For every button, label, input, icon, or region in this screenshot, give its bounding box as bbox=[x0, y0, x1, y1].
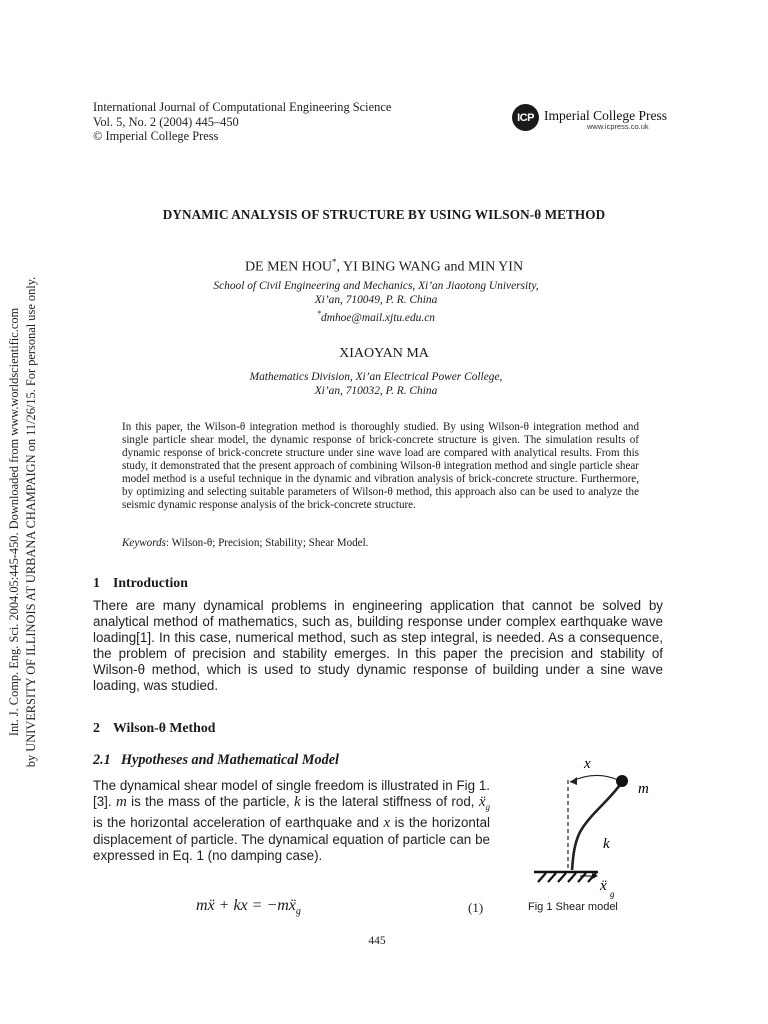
publisher-logo bbox=[512, 104, 682, 136]
affiliation-2 bbox=[0, 370, 752, 398]
figure-label-x: x bbox=[584, 756, 591, 772]
author-line-2: XIAOYAN MA bbox=[339, 346, 429, 361]
author-email: dmhoe@mail.xjtu.edu.cn bbox=[321, 311, 435, 324]
affiliation-1 bbox=[0, 279, 752, 325]
email-marker: * bbox=[317, 309, 322, 318]
figure-label-xg-sub: g bbox=[610, 889, 615, 899]
affiliation-2-name: Mathematics Division, Xi’an Electrical Power College, bbox=[249, 371, 503, 383]
equation-1 bbox=[196, 897, 301, 917]
section-heading-wilson bbox=[93, 720, 215, 736]
abstract: In this paper, the Wilson-θ integration method is thoroughly studied. By using Wilson-θ integration method and single particle shear model, the dynamic response of brick-concrete structure is given. The simulation results of dynamic response of brick-concrete structure under sine wave load are compared with analytical results. From this study, it demonstrated that the present approach of combining Wilson-θ integration method and single particle shear model method is a useful technique in the dynamic and vibration analysis of brick-concrete structure. Furthermore, by optimizing and selecting suitable parameters of Wilson-θ method, this approach also can be used to analyze the seismic dynamic response analysis of the brick-concrete structure. bbox=[122, 421, 639, 512]
figure-label-xg: ẍ bbox=[600, 878, 607, 894]
keywords-label: Keywords bbox=[122, 537, 166, 549]
section-title: Introduction bbox=[113, 575, 188, 590]
keywords bbox=[122, 537, 368, 549]
publisher-name: Imperial College Press bbox=[544, 108, 667, 123]
journal-name: International Journal of Computational Engineering Science bbox=[93, 100, 392, 114]
icp-logo-icon: ICP bbox=[512, 104, 539, 131]
author-names-b: , YI BING WANG and MIN YIN bbox=[336, 259, 524, 275]
subsection-number: 2.1 bbox=[93, 752, 111, 768]
author-line-1 bbox=[0, 257, 768, 276]
journal-header bbox=[93, 100, 391, 144]
affiliation-1-email-line bbox=[0, 307, 752, 325]
model-text-4: is the horizontal acceleration of earthquake and bbox=[93, 815, 384, 831]
section-number: 1 bbox=[93, 575, 100, 590]
symbol-m: m bbox=[115, 794, 127, 811]
watermark-line-2: by UNIVERSITY OF ILLINOIS AT URBANA CHAMPAIGN on 11/26/15. For personal use only. bbox=[24, 276, 38, 768]
journal-copyright: © Imperial College Press bbox=[93, 129, 219, 144]
shear-model-figure bbox=[530, 752, 660, 902]
deformed-rod bbox=[572, 782, 622, 870]
figure-caption: Fig 1 Shear model bbox=[528, 901, 618, 913]
paper-title: DYNAMIC ANALYSIS OF STRUCTURE BY USING WILSON-θ METHOD bbox=[162, 207, 606, 222]
symbol-x: x bbox=[383, 815, 391, 832]
symbol-xg bbox=[478, 794, 490, 813]
affiliation-1-name: School of Civil Engineering and Mechanics, Xi’an Jiaotong University, bbox=[213, 280, 539, 292]
model-paragraph bbox=[93, 778, 490, 864]
section-title: Wilson-θ Method bbox=[113, 720, 216, 735]
symbol-xg-base: ẍ bbox=[478, 794, 486, 811]
affiliation-2-address: Xi’an, 710032, P. R. China bbox=[314, 385, 438, 397]
keywords-list: : Wilson-θ; Precision; Stability; Shear Model. bbox=[165, 537, 369, 549]
section-number: 2 bbox=[93, 720, 100, 735]
subsection-heading-hypotheses bbox=[93, 752, 339, 769]
figure-label-m: m bbox=[638, 781, 649, 797]
author-names-a: DE MEN HOU bbox=[244, 259, 333, 275]
page-number: 445 bbox=[368, 935, 386, 947]
displacement-arrow bbox=[570, 775, 618, 782]
equation-body: mẍ + kx = −mẍ bbox=[196, 897, 296, 914]
watermark-line-1: Int. J. Comp. Eng. Sci. 2004.05:445-450. Downloaded from www.worldscientific.com bbox=[7, 307, 21, 737]
mass-particle bbox=[616, 775, 628, 787]
introduction-paragraph: There are many dynamical problems in engineering application that cannot be solved by analytical method of mathematics, such as, building response under complex earthquake wave loading[1]. In this case, numerical method, such as step integral, is needed. As a consequence, the problem of precision and stability emerges. In this paper the precision and stability of Wilson-θ method, which is used to study dynamic response of building under a sine wave loading, was studied. bbox=[93, 598, 663, 693]
model-text-5: is the horizontal displacement of particle. The dynamical equation of particle can be expressed in Eq. 1 (no damping case). bbox=[93, 815, 490, 863]
journal-volume: Vol. 5, No. 2 (2004) 445–450 bbox=[93, 114, 239, 129]
symbol-k: k bbox=[294, 794, 301, 811]
symbol-xg-sub: g bbox=[485, 802, 490, 813]
figure-label-k: k bbox=[603, 836, 610, 852]
equation-subscript: g bbox=[295, 906, 301, 918]
affiliation-1-address: Xi’an, 710049, P. R. China bbox=[314, 294, 438, 306]
equation-number: (1) bbox=[468, 900, 484, 915]
model-text-1: The dynamical shear model of single freedom is illustrated in Fig 1.[3]. bbox=[93, 778, 490, 810]
subsection-title: Hypotheses and Mathematical Model bbox=[121, 752, 339, 768]
section-heading-introduction bbox=[93, 575, 188, 591]
publisher-url: www.icpress.co.uk bbox=[587, 122, 649, 131]
model-text-2: is the mass of the particle, bbox=[126, 794, 294, 810]
ground-hatch bbox=[538, 873, 596, 882]
model-text-3: is the lateral stiffness of rod, bbox=[300, 794, 479, 810]
corresponding-marker: * bbox=[332, 257, 337, 267]
